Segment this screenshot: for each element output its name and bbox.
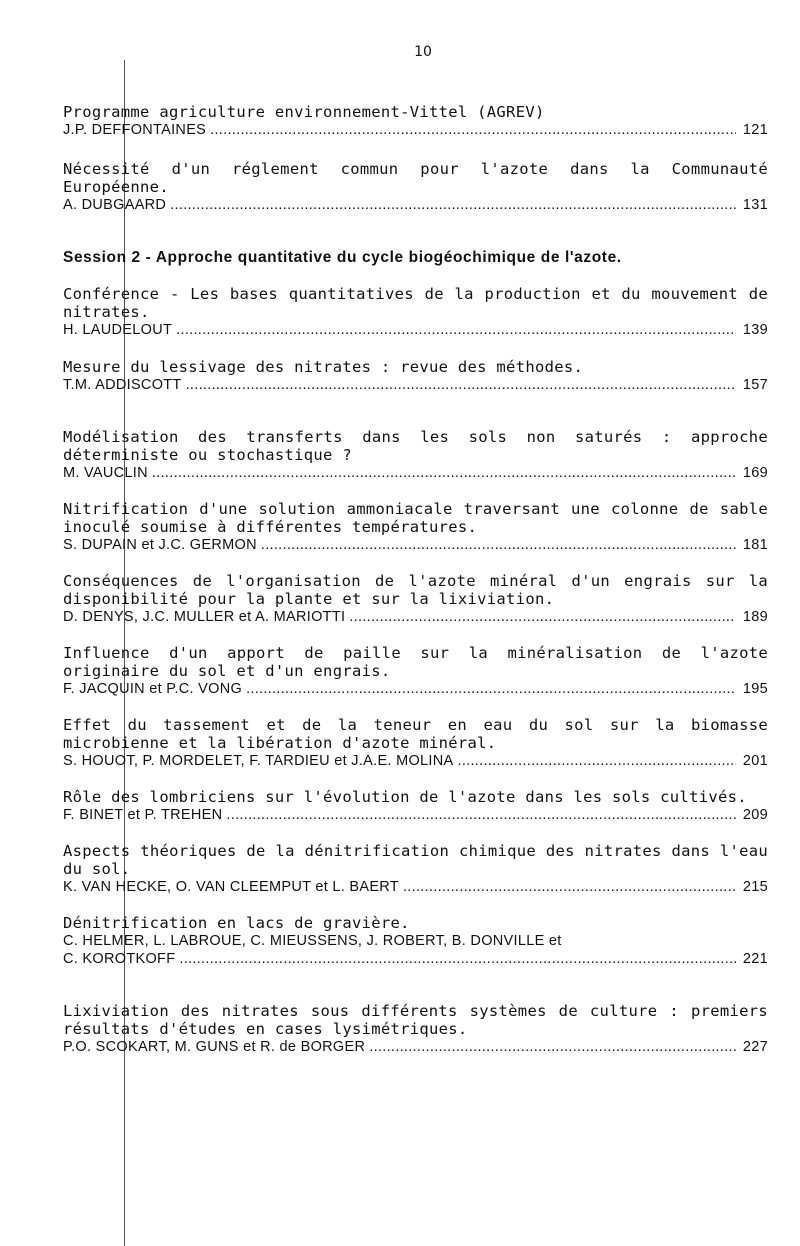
toc-entry: [63, 285, 768, 339]
entry-authors: F. BINET et P. TREHEN: [63, 807, 223, 823]
entry-authors: M. VAUCLIN: [63, 465, 148, 481]
entry-title: Dénitrification en lacs de gravière.: [63, 914, 410, 932]
dot-leader: [179, 950, 736, 968]
toc-entry: [63, 572, 768, 626]
page-number: 10: [414, 44, 432, 60]
entry-page: 121: [742, 122, 768, 138]
dot-leader: [210, 121, 736, 139]
toc-entry: [63, 160, 768, 214]
entry-title: Influence d'un apport de paille sur la minéralisation de l'azote originaire du sol et d'un engrais.: [63, 644, 768, 680]
entry-title: Conséquences de l'organisation de l'azote minéral d'un engrais sur la disponibilité pour la plante et sur la lixiviation.: [63, 572, 768, 608]
toc-entry: [63, 500, 768, 554]
entry-title: Effet du tassement et de la teneur en eau du sol sur la biomasse microbienne et la libération d'azote minéral.: [63, 716, 768, 752]
entry-authors: F. JACQUIN et P.C. VONG: [63, 681, 243, 697]
entry-title: Rôle des lombriciens sur l'évolution de l'azote dans les sols cultivés.: [63, 788, 747, 806]
entry-authors-line: [63, 752, 768, 770]
entry-title: Nécessité d'un réglement commun pour l'azote dans la Communauté Européenne.: [63, 160, 768, 196]
session-heading: Session 2 - Approche quantitative du cycle biogéochimique de l'azote.: [63, 249, 622, 266]
entry-title: Mesure du lessivage des nitrates : revue des méthodes.: [63, 358, 584, 376]
entry-title: Programme agriculture environnement-Vittel (AGREV): [63, 103, 545, 121]
entry-page: 227: [742, 1039, 768, 1055]
entry-authors: A. DUBGAARD: [63, 197, 167, 213]
entry-authors-line: [63, 196, 768, 214]
entry-authors-line: [63, 376, 768, 394]
dot-leader: [246, 680, 736, 698]
entry-authors: H. LAUDELOUT: [63, 322, 173, 338]
entry-title: Conférence - Les bases quantitatives de la production et du mouvement de nitrates.: [63, 285, 768, 321]
entry-authors-line: [63, 806, 768, 824]
toc-entry: [63, 1002, 768, 1056]
entry-authors: T.M. ADDISCOTT: [63, 377, 182, 393]
entry-authors-line: [63, 878, 768, 896]
entry-page: 195: [742, 681, 768, 697]
entry-page: 201: [742, 753, 768, 769]
entry-authors-line: [63, 680, 768, 698]
entry-authors-line: [63, 121, 768, 139]
entry-authors-continued: C. HELMER, L. LABROUE, C. MIEUSSENS, J. ROBERT, B. DONVILLE et: [63, 933, 562, 949]
entry-page: 131: [742, 197, 768, 213]
entry-authors-line: [63, 932, 768, 950]
toc-entry: [63, 644, 768, 698]
toc-entry: [63, 103, 768, 139]
entry-authors-line: [63, 321, 768, 339]
dot-leader: [176, 321, 736, 339]
dot-leader: [403, 878, 736, 896]
entry-title: Lixiviation des nitrates sous différents systèmes de culture : premiers résultats d'études en cases lysimétriques.: [63, 1002, 768, 1038]
entry-authors-line: [63, 464, 768, 482]
entry-page: 215: [742, 879, 768, 895]
dot-leader: [226, 806, 736, 824]
entry-title: Nitrification d'une solution ammoniacale traversant une colonne de sable inoculé soumise à différentes températures.: [63, 500, 768, 536]
entry-page: 209: [742, 807, 768, 823]
dot-leader: [369, 1038, 736, 1056]
entry-authors: K. VAN HECKE, O. VAN CLEEMPUT et L. BAERT: [63, 879, 399, 895]
entry-page: 221: [742, 951, 768, 967]
toc-entry: [63, 428, 768, 482]
entry-authors: J.P. DEFFONTAINES: [63, 122, 207, 138]
entry-authors: D. DENYS, J.C. MULLER et A. MARIOTTI: [63, 609, 346, 625]
entry-authors: S. DUPAIN et J.C. GERMON: [63, 537, 257, 553]
entry-authors-line: [63, 1038, 768, 1056]
entry-authors: P.O. SCOKART, M. GUNS et R. de BORGER: [63, 1039, 366, 1055]
toc-entry: [63, 716, 768, 770]
entry-authors: S. HOUOT, P. MORDELET, F. TARDIEU et J.A.E. MOLINA: [63, 753, 454, 769]
entry-authors: C. KOROTKOFF: [63, 951, 176, 967]
entry-title: Aspects théoriques de la dénitrification chimique des nitrates dans l'eau du sol.: [63, 842, 768, 878]
dot-leader: [261, 536, 736, 554]
toc-entry: [63, 358, 768, 394]
entry-authors-line: [63, 950, 768, 968]
table-of-contents: [63, 103, 768, 1056]
entry-authors-line: [63, 608, 768, 626]
dot-leader: [152, 464, 736, 482]
dot-leader: [186, 376, 736, 394]
dot-leader: [349, 608, 736, 626]
toc-entry: [63, 914, 768, 968]
entry-authors-line: [63, 536, 768, 554]
dot-leader: [457, 752, 736, 770]
entry-page: 157: [742, 377, 768, 393]
entry-page: 139: [742, 322, 768, 338]
dot-leader: [170, 196, 736, 214]
entry-page: 181: [742, 537, 768, 553]
toc-entry: [63, 788, 768, 824]
toc-entry: [63, 842, 768, 896]
entry-page: 169: [742, 465, 768, 481]
entry-title: Modélisation des transferts dans les sols non saturés : approche déterministe ou stochastique ?: [63, 428, 768, 464]
entry-page: 189: [742, 609, 768, 625]
